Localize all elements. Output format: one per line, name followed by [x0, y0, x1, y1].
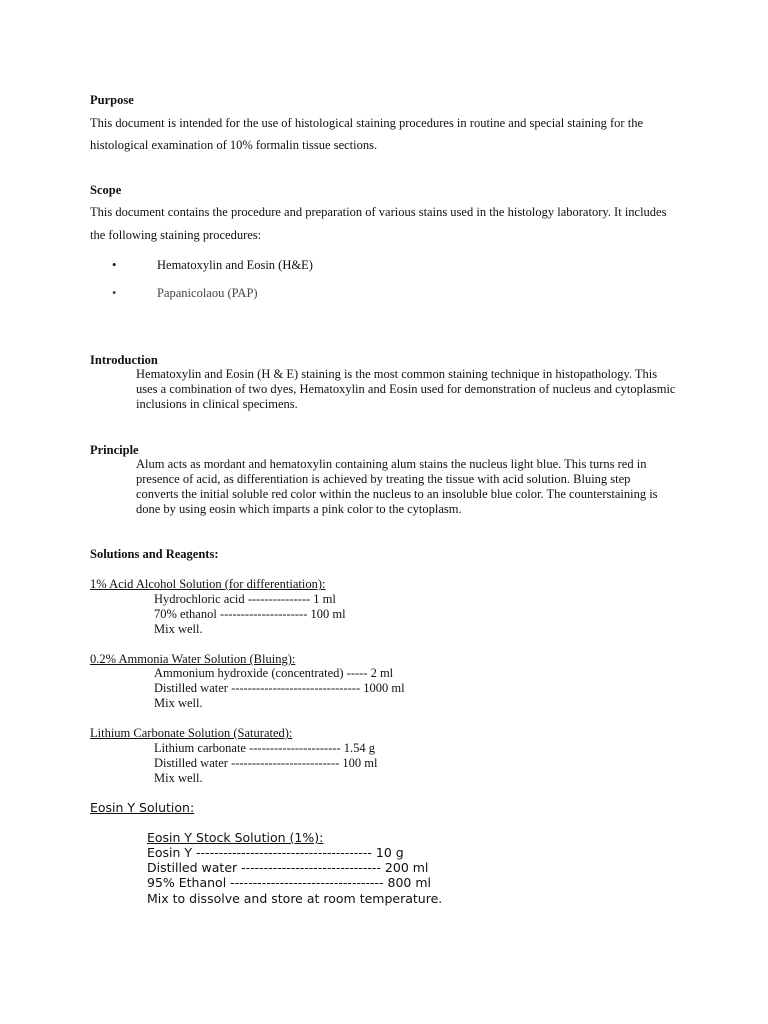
- acid-alcohol-title: 1% Acid Alcohol Solution (for differentiation):: [90, 577, 326, 591]
- ammonia-water-line: Distilled water ------------------------------- 1000 ml: [154, 681, 405, 695]
- lithium-carbonate-line: Lithium carbonate ---------------------- 1.54 g: [154, 741, 376, 755]
- principle-line: converts the initial soluble red color within the nucleus to an insoluble blue color. The counterstaining is: [136, 487, 658, 501]
- purpose-text-line-2: histological examination of 10% formalin tissue sections.: [90, 138, 378, 152]
- bullet-text: Hematoxylin and Eosin (H&E): [157, 258, 313, 272]
- introduction-line: inclusions in clinical specimens.: [136, 397, 298, 411]
- solutions-heading: Solutions and Reagents:: [90, 547, 219, 561]
- purpose-heading: Purpose: [90, 93, 134, 107]
- bullet-text: Papanicolaou (PAP): [157, 286, 258, 300]
- principle-line: presence of acid, as differentiation is achieved by treating the tissue with acid solution. Bluing step: [136, 472, 631, 486]
- eosin-heading: Eosin Y Solution:: [90, 800, 195, 815]
- scope-text-line-2: the following staining procedures:: [90, 228, 262, 242]
- scope-bullet-item: [112, 286, 258, 301]
- eosin-stock-line: Distilled water ------------------------------- 200 ml: [147, 860, 429, 875]
- eosin-stock-title: Eosin Y Stock Solution (1%):: [147, 830, 324, 845]
- lithium-carbonate-title: Lithium Carbonate Solution (Saturated):: [90, 726, 293, 740]
- scope-text-line-1: This document contains the procedure and preparation of various stains used in the histology laboratory. It includes: [90, 205, 667, 219]
- bullet-marker: •: [112, 258, 117, 272]
- acid-alcohol-line: 70% ethanol --------------------- 100 ml: [154, 607, 346, 621]
- acid-alcohol-line: Hydrochloric acid --------------- 1 ml: [154, 592, 336, 606]
- eosin-stock-line: 95% Ethanol ---------------------------------- 800 ml: [147, 875, 431, 890]
- scope-heading: Scope: [90, 183, 122, 197]
- ammonia-water-title: 0.2% Ammonia Water Solution (Bluing):: [90, 652, 296, 666]
- lithium-carbonate-line: Mix well.: [154, 771, 203, 785]
- acid-alcohol-line: Mix well.: [154, 622, 203, 636]
- purpose-text-line-1: This document is intended for the use of histological staining procedures in routine and special staining for the: [90, 116, 643, 130]
- principle-line: done by using eosin which imparts a pink color to the cytoplasm.: [136, 502, 462, 516]
- principle-line: Alum acts as mordant and hematoxylin containing alum stains the nucleus light blue. This turns red in: [136, 457, 647, 471]
- scope-bullet-item: [112, 258, 313, 273]
- bullet-marker: •: [112, 286, 117, 300]
- introduction-line: uses a combination of two dyes, Hematoxylin and Eosin used for demonstration of nucleus and cytoplasmic: [136, 382, 676, 396]
- ammonia-water-line: Mix well.: [154, 696, 203, 710]
- eosin-stock-line: Eosin Y --------------------------------------- 10 g: [147, 845, 404, 860]
- lithium-carbonate-line: Distilled water -------------------------- 100 ml: [154, 756, 378, 770]
- introduction-heading: Introduction: [90, 353, 158, 367]
- ammonia-water-line: Ammonium hydroxide (concentrated) ----- 2 ml: [154, 666, 394, 680]
- eosin-stock-line: Mix to dissolve and store at room temperature.: [147, 891, 443, 906]
- principle-heading: Principle: [90, 443, 139, 457]
- introduction-line: Hematoxylin and Eosin (H & E) staining is the most common staining technique in histopathology. This: [136, 367, 658, 381]
